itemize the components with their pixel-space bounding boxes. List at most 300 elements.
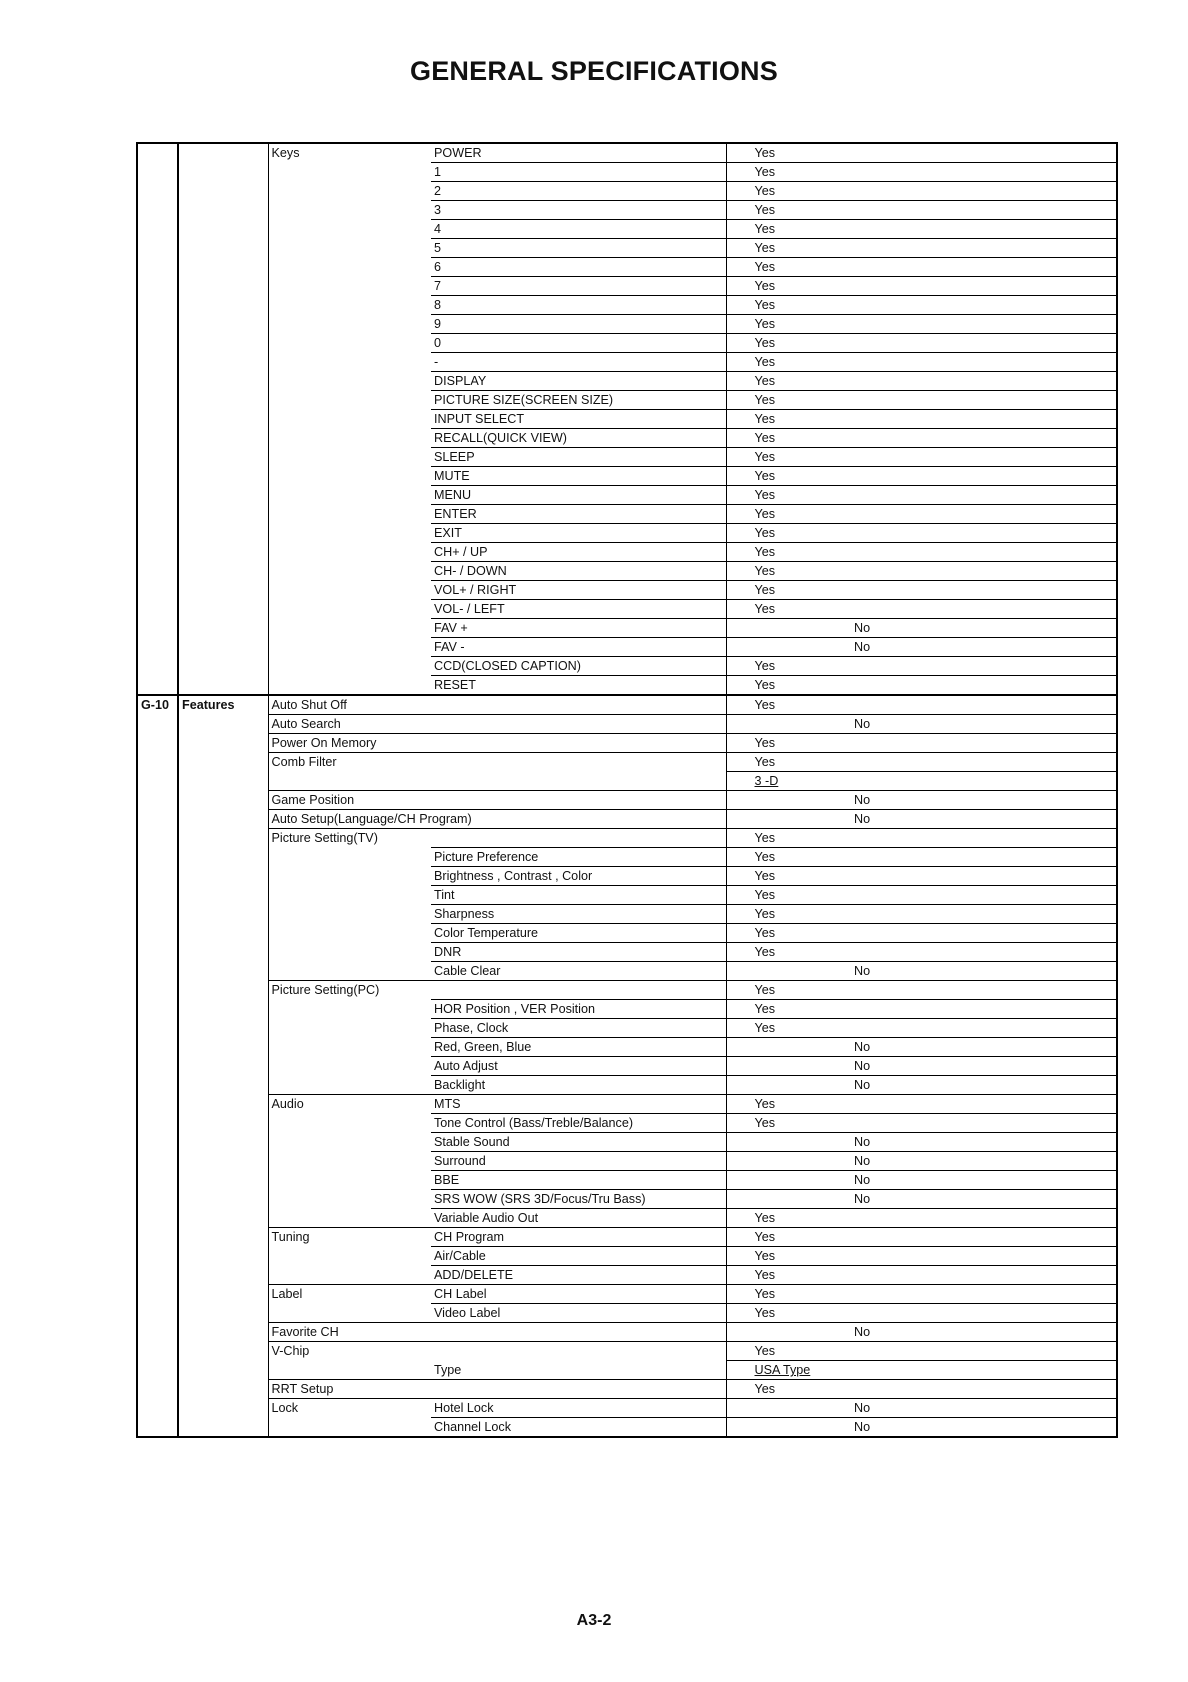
cell-c1 [137,1323,178,1342]
cell-c2 [178,296,268,315]
cell-c4: RESET [431,676,726,696]
cell-c2 [178,734,268,753]
cell-c1 [137,296,178,315]
cell-c2 [178,905,268,924]
cell-c4 [431,1342,726,1361]
cell-c3: Auto Shut Off [268,695,431,715]
cell-c1 [137,1399,178,1418]
table-row [137,524,1117,543]
cell-c2 [178,143,268,163]
cell-c2 [178,848,268,867]
cell-c3 [268,1019,431,1038]
cell-c4: VOL- / LEFT [431,600,726,619]
cell-c5: 3 -D [726,772,826,791]
table-row [137,277,1117,296]
cell-c4: Auto Adjust [431,1057,726,1076]
table-row [137,848,1117,867]
cell-c1 [137,981,178,1000]
cell-c3: Label [271,1287,303,1302]
table-row [137,1342,1117,1361]
table-row [137,182,1117,201]
cell-c5: Yes [726,695,826,715]
cell-c4: PICTURE SIZE(SCREEN SIZE) [431,391,726,410]
cell-c5 [726,1399,826,1418]
cell-c4: ADD/DELETE [431,1266,726,1285]
cell-c3 [268,505,431,524]
cell-c3 [268,201,431,220]
table-row [137,1114,1117,1133]
cell-c4: Tint [431,886,726,905]
cell-c6 [826,1342,1117,1361]
cell-c4: HOR Position , VER Position [431,1000,726,1019]
cell-c2 [178,315,268,334]
cell-c1 [137,734,178,753]
cell-c5: Yes [726,182,826,201]
cell-c5: Yes [726,315,826,334]
cell-c5: Yes [754,678,776,692]
table-row [137,581,1117,600]
cell-c4: CH- / DOWN [431,562,726,581]
table-row [137,1399,1117,1418]
cell-c3 [268,676,431,696]
cell-c6 [826,1114,1117,1133]
cell-c1 [137,791,178,810]
cell-c5: Yes [726,296,826,315]
cell-c4: CH Label [431,1285,726,1304]
cell-c1 [137,1266,178,1285]
cell-c3 [268,467,431,486]
cell-c5 [726,791,826,810]
cell-c3 [268,657,431,676]
cell-c2 [178,753,268,772]
cell-c3 [268,943,431,962]
cell-c6: No [826,1171,1117,1190]
cell-c6 [826,886,1117,905]
cell-c5: Yes [726,829,826,848]
cell-c4: SLEEP [431,448,726,467]
cell-c6 [826,600,1117,619]
cell-c5: Yes [726,410,826,429]
table-row [137,962,1117,981]
cell-c6 [826,905,1117,924]
cell-c4: FAV + [431,619,726,638]
cell-c4: MTS [431,1095,726,1114]
cell-c6: No [826,1399,1117,1418]
cell-c2 [178,1190,268,1209]
cell-c3 [268,886,431,905]
page-number: A3-2 [576,1612,612,1629]
cell-c3 [268,334,431,353]
cell-c2 [178,581,268,600]
cell-c2 [178,1418,268,1438]
table-row [137,1418,1117,1438]
table-row [137,753,1117,772]
cell-c2 [178,638,268,657]
table-row [137,1019,1117,1038]
cell-c6 [826,1361,1117,1380]
cell-c1 [137,486,178,505]
cell-c2 [178,924,268,943]
cell-c1 [137,962,178,981]
cell-c1 [137,715,178,734]
table-row [137,1095,1117,1114]
table-row [137,1228,1117,1247]
cell-c4: 9 [431,315,726,334]
table-row [137,943,1117,962]
cell-c2 [178,1095,268,1114]
cell-c6 [826,315,1117,334]
cell-c6 [826,581,1117,600]
table-row [137,1133,1117,1152]
cell-c2 [178,201,268,220]
table-row [137,1152,1117,1171]
cell-c5: Yes [726,1304,826,1323]
cell-c2 [178,505,268,524]
cell-c6 [826,391,1117,410]
cell-c3 [268,1000,431,1019]
cell-c5 [726,1057,826,1076]
cell-c4: Backlight [431,1076,726,1095]
table-row [137,924,1117,943]
cell-c3 [268,1247,431,1266]
table-row [137,1076,1117,1095]
cell-c5 [726,1190,826,1209]
cell-c6 [826,163,1117,182]
cell-c6 [826,1285,1117,1304]
cell-c2 [178,1038,268,1057]
cell-c2 [178,657,268,676]
cell-c5 [726,1171,826,1190]
cell-c1 [137,1247,178,1266]
cell-c3: Auto Search [268,715,431,734]
cell-c5: Yes [726,981,826,1000]
cell-c3 [268,372,431,391]
cell-c5 [726,638,826,657]
cell-c4: MENU [431,486,726,505]
cell-c2 [178,1000,268,1019]
cell-c6: No [826,791,1117,810]
cell-c1 [137,353,178,372]
cell-c1 [137,1000,178,1019]
cell-c2 [178,220,268,239]
cell-c3: V-Chip [271,1344,310,1359]
cell-c6: No [854,1420,871,1434]
table-row [137,391,1117,410]
table-row [137,695,1117,715]
cell-c4: 5 [431,239,726,258]
cell-c1 [137,810,178,829]
table-row [137,163,1117,182]
cell-c3 [268,296,431,315]
cell-c2 [178,867,268,886]
cell-c2 [178,277,268,296]
cell-c6 [826,486,1117,505]
cell-c3 [268,448,431,467]
cell-c1 [137,1076,178,1095]
cell-c5: Yes [726,1000,826,1019]
cell-c1 [137,638,178,657]
cell-c2 [178,715,268,734]
cell-c2 [178,543,268,562]
spec-table [136,142,1118,1438]
cell-c3 [268,867,431,886]
cell-c4: Brightness , Contrast , Color [431,867,726,886]
table-row [137,410,1117,429]
cell-c2 [178,163,268,182]
cell-c3 [268,962,431,981]
cell-c1 [137,905,178,924]
cell-c5: Yes [726,201,826,220]
cell-c2 [178,1133,268,1152]
cell-c4 [431,734,726,753]
cell-c6 [826,372,1117,391]
table-row [137,600,1117,619]
cell-c6 [826,772,1117,791]
table-row [137,1361,1117,1380]
cell-c1 [137,1019,178,1038]
cell-c5: Yes [726,239,826,258]
cell-c5 [726,1038,826,1057]
cell-c4: EXIT [431,524,726,543]
cell-c2 [178,810,268,829]
table-row [137,334,1117,353]
cell-c3 [268,1171,431,1190]
table-row [137,886,1117,905]
cell-c2 [178,524,268,543]
table-row [137,143,1117,163]
table-row [137,829,1117,848]
cell-c5: Yes [726,943,826,962]
table-row [137,1247,1117,1266]
cell-c4: 1 [431,163,726,182]
cell-c3: Favorite CH [268,1323,431,1342]
cell-c3: Game Position [268,791,431,810]
cell-c3 [268,1152,431,1171]
table-row [137,1038,1117,1057]
cell-c5: Yes [726,391,826,410]
cell-c3 [268,1209,431,1228]
cell-c5: Yes [726,220,826,239]
cell-c5: Yes [726,1266,826,1285]
cell-c1: G-10 [137,695,178,715]
cell-c2 [178,562,268,581]
cell-c2 [178,467,268,486]
cell-c2 [178,258,268,277]
cell-c4: BBE [431,1171,726,1190]
cell-c1 [137,1190,178,1209]
cell-c2 [178,391,268,410]
cell-c4: Color Temperature [431,924,726,943]
cell-c6 [826,448,1117,467]
cell-c6 [826,505,1117,524]
cell-c5: Yes [726,353,826,372]
cell-c5: Yes [726,258,826,277]
table-row [137,562,1117,581]
cell-c6 [826,143,1117,163]
cell-c5 [726,1152,826,1171]
cell-c5: Yes [726,734,826,753]
cell-c4: 4 [431,220,726,239]
cell-c6 [826,467,1117,486]
table-row [137,772,1117,791]
cell-c1 [137,1418,178,1438]
cell-c1 [137,448,178,467]
cell-c2 [178,372,268,391]
cell-c3: Picture Setting(TV) [271,831,378,846]
cell-c1 [137,429,178,448]
cell-c5: Yes [726,524,826,543]
cell-c6: No [826,1152,1117,1171]
table-row [137,258,1117,277]
cell-c5: Yes [726,1095,826,1114]
cell-c4 [431,810,726,829]
cell-c5: Yes [726,867,826,886]
cell-c5 [726,1418,826,1438]
cell-c4 [431,753,726,772]
cell-c4: Surround [431,1152,726,1171]
cell-c6: No [826,1038,1117,1057]
cell-c5: Yes [726,1019,826,1038]
table-row [137,1285,1117,1304]
cell-c2: Features [178,695,268,715]
cell-c1 [137,505,178,524]
cell-c6 [826,1019,1117,1038]
cell-c1 [137,676,178,696]
cell-c5: Yes [726,753,826,772]
cell-c5: Yes [726,905,826,924]
cell-c3 [268,562,431,581]
cell-c3 [268,619,431,638]
cell-c6 [826,353,1117,372]
cell-c1 [137,657,178,676]
cell-c1 [137,867,178,886]
table-row [137,1057,1117,1076]
cell-c3 [268,277,431,296]
cell-c4: 3 [431,201,726,220]
cell-c3: Audio [271,1097,304,1112]
cell-c4: MUTE [431,467,726,486]
cell-c3 [268,581,431,600]
cell-c3: Keys [271,146,300,161]
cell-c4 [431,715,726,734]
cell-c5 [726,1133,826,1152]
cell-c3 [268,239,431,258]
cell-c6 [826,1095,1117,1114]
cell-c4: INPUT SELECT [431,410,726,429]
table-row [137,1171,1117,1190]
cell-c6 [826,657,1117,676]
cell-c1 [137,467,178,486]
cell-c5: Yes [726,143,826,163]
cell-c6 [826,924,1117,943]
cell-c4: 8 [431,296,726,315]
cell-c3 [268,391,431,410]
cell-c4: Picture Preference [431,848,726,867]
table-row [137,867,1117,886]
cell-c3 [268,543,431,562]
cell-c4: CH Program [431,1228,726,1247]
cell-c5: Yes [726,600,826,619]
cell-c5: Yes [726,1342,826,1361]
cell-c3: Lock [271,1401,299,1416]
cell-c2 [178,886,268,905]
cell-c6 [826,1304,1117,1323]
table-row [137,1304,1117,1323]
cell-c1 [137,562,178,581]
cell-c1 [137,143,178,163]
cell-c2 [178,1076,268,1095]
cell-c1 [137,524,178,543]
cell-c2 [178,1399,268,1418]
cell-c5 [726,962,826,981]
table-row [137,638,1117,657]
table-row [137,486,1117,505]
table-row [137,543,1117,562]
cell-c1 [137,1038,178,1057]
cell-c2 [178,962,268,981]
cell-c5: Yes [726,163,826,182]
cell-c3 [268,182,431,201]
cell-c3 [268,163,431,182]
cell-c6 [826,201,1117,220]
cell-c5: USA Type [726,1361,826,1380]
cell-c1 [137,1095,178,1114]
cell-c6 [826,981,1117,1000]
cell-c4: CCD(CLOSED CAPTION) [431,657,726,676]
cell-c6: No [826,962,1117,981]
cell-c3 [268,353,431,372]
page-title: GENERAL SPECIFICATIONS [410,56,778,86]
cell-c1 [137,1057,178,1076]
table-row [137,676,1117,696]
cell-c1 [137,1152,178,1171]
cell-c3 [268,429,431,448]
cell-c4: 6 [431,258,726,277]
table-row [137,791,1117,810]
cell-c1 [137,600,178,619]
cell-c6 [826,220,1117,239]
cell-c5: Yes [726,429,826,448]
cell-c2 [178,1342,268,1361]
cell-c4: DNR [431,943,726,962]
cell-c3: Comb Filter [271,755,337,770]
cell-c6 [826,562,1117,581]
cell-c5: Yes [726,277,826,296]
cell-c2 [178,1247,268,1266]
cell-c4: Tone Control (Bass/Treble/Balance) [431,1114,726,1133]
cell-c6: No [826,1190,1117,1209]
table-row [137,1190,1117,1209]
table-row [137,505,1117,524]
cell-c6 [826,410,1117,429]
cell-c1 [137,1342,178,1361]
cell-c4: Sharpness [431,905,726,924]
cell-c6: No [826,1133,1117,1152]
cell-c3 [268,1304,431,1323]
cell-c2 [178,1114,268,1133]
table-row [137,448,1117,467]
table-row [137,429,1117,448]
table-row [137,296,1117,315]
cell-c5: Yes [726,924,826,943]
cell-c5 [726,619,826,638]
cell-c4: Variable Audio Out [431,1209,726,1228]
cell-c6: No [826,715,1117,734]
cell-c5 [726,1076,826,1095]
cell-c4: VOL+ / RIGHT [431,581,726,600]
cell-c6 [826,1228,1117,1247]
cell-c1 [137,220,178,239]
